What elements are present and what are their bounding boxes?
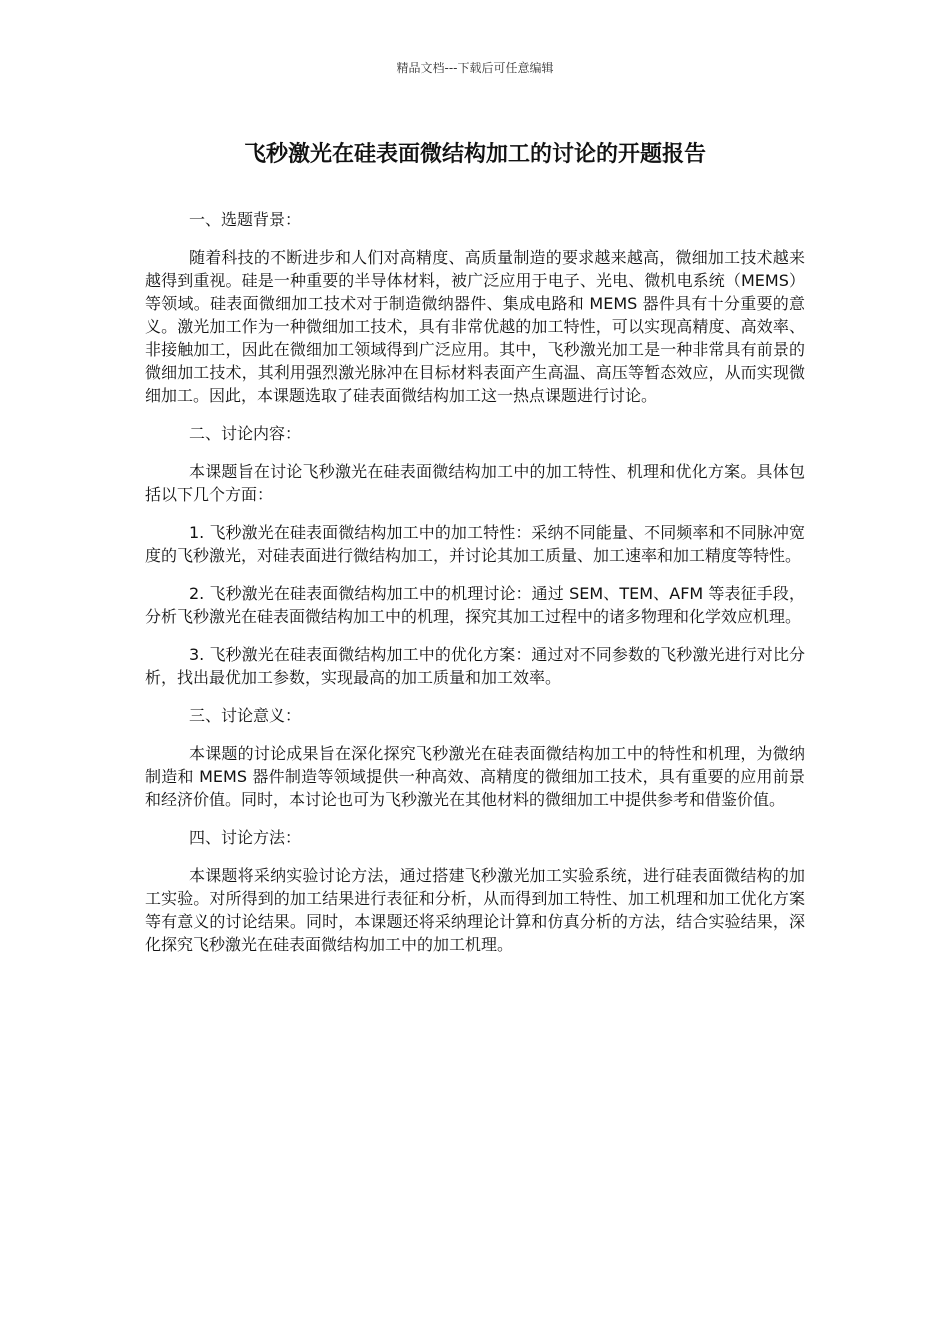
section-heading-content: 二、讨论内容： (189, 424, 302, 443)
document-title: 飞秒激光在硅表面微结构加工的讨论的开题报告 (243, 142, 706, 167)
paragraph-content-item-2: 2. 飞秒激光在硅表面微结构加工中的机理讨论：通过 SEM、TEM、AFM 等表征手段，分析飞秒激光在硅表面微结构加工中的机理，探究其加工过程中的诸多物理和化学效应机理。 (145, 584, 805, 626)
paragraph-method: 本课题将采纳实验讨论方法，通过搭建飞秒激光加工实验系统，进行硅表面微结构的加工实验。对所得到的加工结果进行表征和分析，从而得到加工特性、加工机理和加工优化方案等有意义的讨论结果。同时，本课题还将采纳理论计算和仿真分析的方法，结合实验结果，深化探究飞秒激光在硅表面微结构加工中的加工机理。 (145, 866, 805, 954)
paragraph-significance: 本课题的讨论成果旨在深化探究飞秒激光在硅表面微结构加工中的特性和机理，为微纳制造和 MEMS 器件制造等领域提供一种高效、高精度的微细加工技术，具有重要的应用前景和经济价值。同时，本讨论也可为飞秒激光在其他材料的微细加工中提供参考和借鉴价值。 (145, 744, 805, 809)
paragraph-content-intro: 本课题旨在讨论飞秒激光在硅表面微结构加工中的加工特性、机理和优化方案。具体包括以下几个方面： (145, 462, 805, 504)
paragraph-content-item-1: 1. 飞秒激光在硅表面微结构加工中的加工特性：采纳不同能量、不同频率和不同脉冲宽度的飞秒激光，对硅表面进行微结构加工，并讨论其加工质量、加工速率和加工精度等特性。 (145, 523, 805, 565)
paragraph-content-item-3: 3. 飞秒激光在硅表面微结构加工中的优化方案：通过对不同参数的飞秒激光进行对比分析，找出最优加工参数，实现最高的加工质量和加工效率。 (145, 645, 805, 687)
section-heading-significance: 三、讨论意义： (189, 706, 302, 725)
section-heading-background: 一、选题背景： (189, 210, 302, 229)
header-note: 精品文档---下载后可任意编辑 (396, 61, 554, 75)
paragraph-background: 随着科技的不断进步和人们对高精度、高质量制造的要求越来越高，微细加工技术越来越得到重视。硅是一种重要的半导体材料，被广泛应用于电子、光电、微机电系统（MEMS）等领域。硅表面微细加工技术对于制造微纳器件、集成电路和 MEMS 器件具有十分重要的意义。激光加工作为一种微细加工技术，具有非常优越的加工特性，可以实现高精度、高效率、非接触加工，因此在微细加工领域得到广泛应用。其中，飞秒激光加工是一种非常具有前景的微细加工技术，其利用强烈激光脉冲在目标材料表面产生高温、高压等暂态效应，从而实现微细加工。因此，本课题选取了硅表面微结构加工这一热点课题进行讨论。 (145, 248, 805, 405)
section-heading-method: 四、讨论方法： (189, 828, 302, 847)
document-body (145, 208, 805, 971)
